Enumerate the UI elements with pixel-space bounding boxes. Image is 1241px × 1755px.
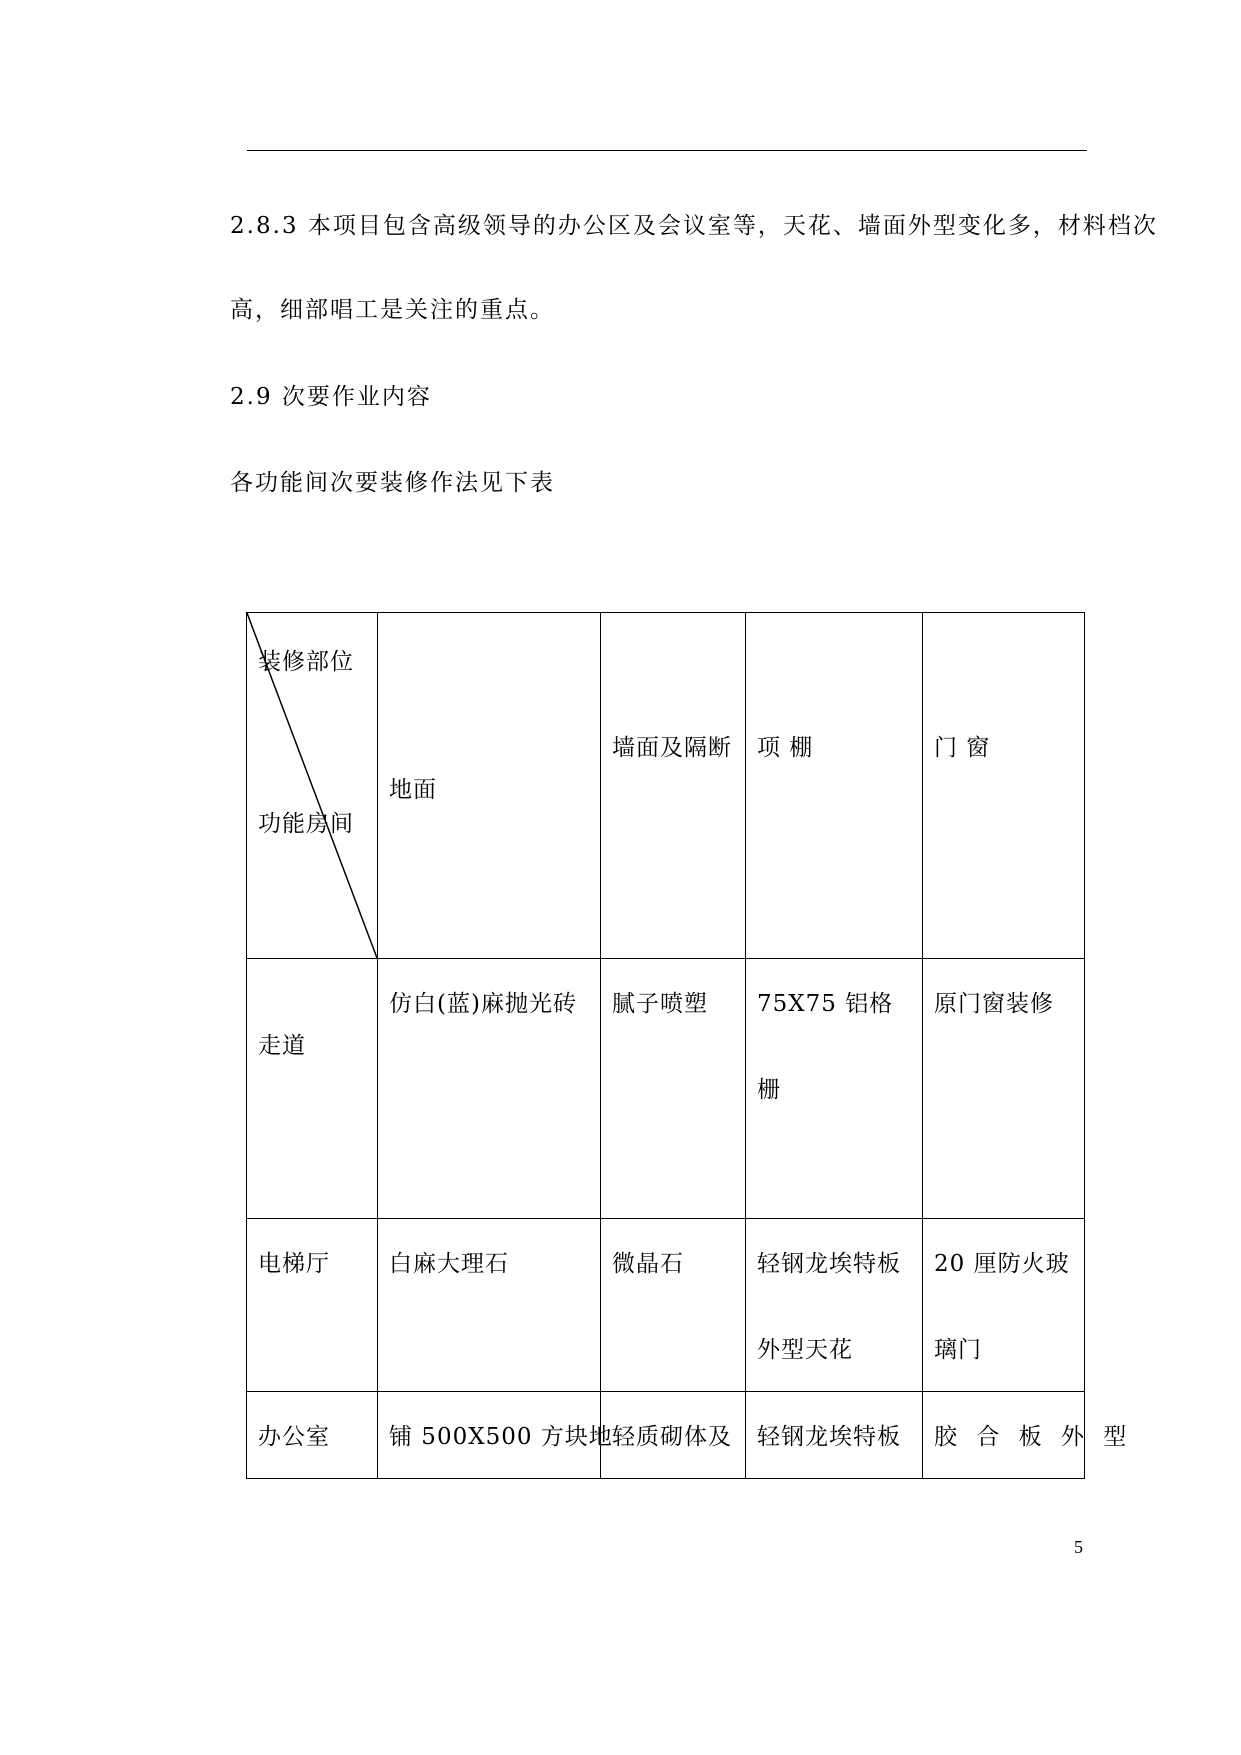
page-number: 5 <box>1074 1537 1083 1557</box>
ceiling-value-line-1: 轻钢龙埃特板 <box>757 1251 901 1277</box>
door-value: 胶 合 板 外 型 <box>934 1424 1133 1450</box>
ceiling-cell <box>746 1219 923 1392</box>
ceiling-value-line-1: 轻钢龙埃特板 <box>757 1424 901 1450</box>
table-row <box>247 1392 1085 1479</box>
door-cell <box>923 959 1085 1219</box>
room-label: 办公室 <box>258 1424 330 1450</box>
paragraph-2-8-3: 2.8.3 本项目包含高级领导的办公区及会议室等，天花、墙面外型变化多，材料档次 <box>230 213 1158 239</box>
floor-cell <box>378 959 601 1219</box>
corner-cell <box>247 613 378 959</box>
room-label: 走道 <box>258 1033 306 1059</box>
header-door-label: 门 窗 <box>934 735 991 761</box>
header-floor-label: 地面 <box>389 777 437 803</box>
ceiling-value-line-2: 外型天花 <box>757 1337 853 1363</box>
corner-label-bottom: 功能房间 <box>258 811 354 837</box>
ceiling-value-line-1: 75X75 铝格 <box>757 991 894 1017</box>
wall-cell <box>601 959 746 1219</box>
room-cell <box>247 1392 378 1479</box>
door-cell <box>923 1219 1085 1392</box>
wall-cell <box>601 1392 746 1479</box>
floor-value: 白麻大理石 <box>389 1251 509 1277</box>
header-rule <box>247 150 1087 151</box>
ceiling-value-line-2: 栅 <box>757 1077 781 1103</box>
room-cell <box>247 1219 378 1392</box>
header-wall <box>601 613 746 959</box>
room-cell <box>247 959 378 1219</box>
floor-cell <box>378 1219 601 1392</box>
ceiling-cell <box>746 1392 923 1479</box>
header-door <box>923 613 1085 959</box>
door-value-line-1: 20 厘防火玻 <box>934 1251 1070 1277</box>
table-intro: 各功能间次要装修作法见下表 <box>230 470 555 496</box>
section-heading-2-9: 2.9 次要作业内容 <box>230 384 432 410</box>
floor-cell <box>378 1392 613 1479</box>
wall-value: 轻质砌体及 <box>612 1424 732 1450</box>
table-header-row <box>247 613 1085 959</box>
floor-value: 仿白(蓝)麻抛光砖 <box>389 991 577 1017</box>
door-value-line-2: 璃门 <box>934 1337 982 1363</box>
header-floor <box>378 613 601 959</box>
wall-cell <box>601 1219 746 1392</box>
corner-label-top: 装修部位 <box>258 649 354 675</box>
door-cell <box>923 1392 1133 1479</box>
header-ceiling <box>746 613 923 959</box>
table-row <box>247 1219 1085 1392</box>
header-wall-label: 墙面及隔断 <box>612 735 732 761</box>
table-row <box>247 959 1085 1219</box>
header-ceiling-label: 项 棚 <box>757 735 814 761</box>
paragraph-2-8-3-continued: 高，细部唱工是关注的重点。 <box>230 297 555 323</box>
decoration-spec-table <box>246 612 1133 1479</box>
floor-value: 铺 500X500 方块地 <box>389 1424 613 1450</box>
room-label: 电梯厅 <box>258 1251 330 1277</box>
door-value: 原门窗装修 <box>934 991 1054 1017</box>
wall-value: 腻子喷塑 <box>612 991 708 1017</box>
wall-value: 微晶石 <box>612 1251 684 1277</box>
ceiling-cell <box>746 959 923 1219</box>
